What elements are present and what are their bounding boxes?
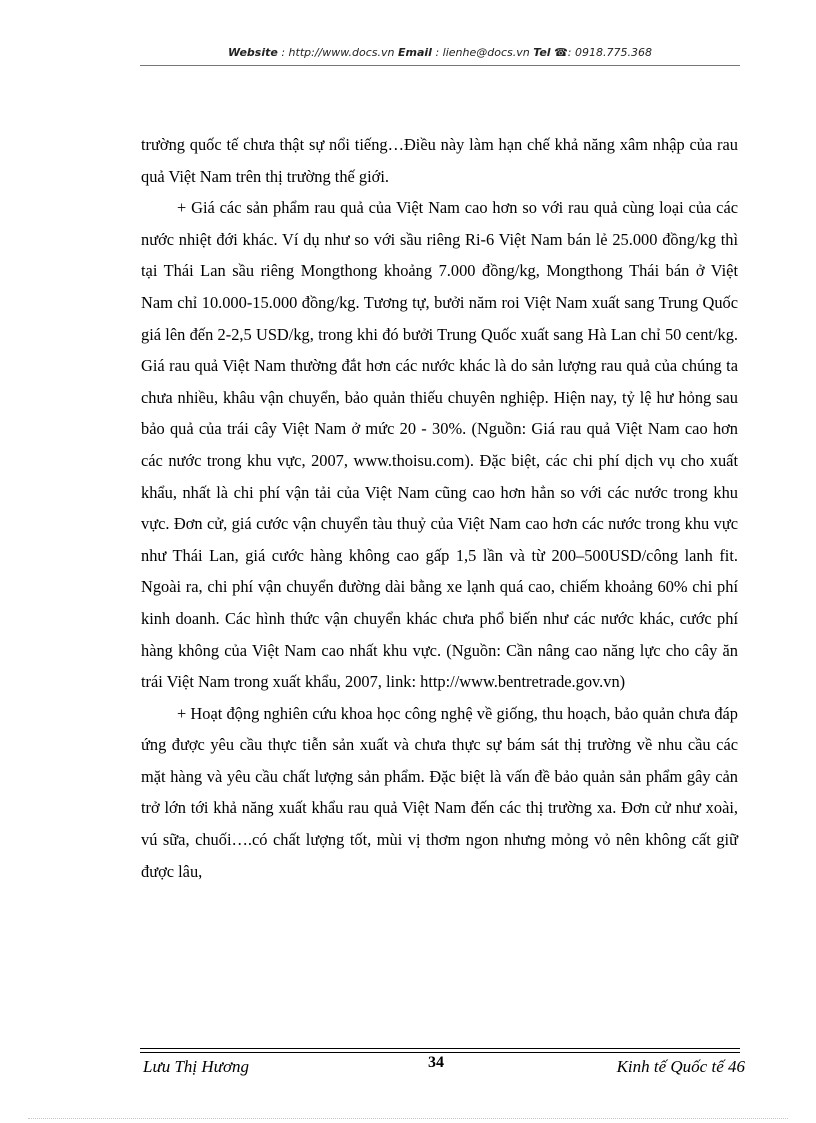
phone-icon: ☎ [554,46,568,59]
document-body [141,129,738,887]
header-divider [140,65,740,66]
footer-divider-thin [140,1052,740,1053]
website-label: Website [228,46,278,59]
website-value[interactable]: : http://www.docs.vn [281,46,395,59]
paragraph-2: + Giá các sản phẩm rau quả của Việt Nam cao hơn so với rau quả cùng loại của các nước nhiệt đới khác. Ví dụ như so với sầu riêng Ri-6 Việt Nam bán lẻ 25.000 đồng/kg thì tại Thái Lan sầu riêng Mongthong khoảng 7.000 đồng/kg, Mongthong Thái bán ở Việt Nam chỉ 10.000-15.000 đồng/kg. Tương tự, bưởi năm roi Việt Nam xuất sang Trung Quốc giá lên đến 2-2,5 USD/kg, trong khi đó bưởi Trung Quốc xuất sang Hà Lan chỉ 50 cent/kg. Giá rau quả Việt Nam thường đắt hơn các nước khác là do sản lượng rau quả của chúng ta chưa nhiều, khâu vận chuyển, bảo quản thiếu chuyên nghiệp. Hiện nay, tỷ lệ hư hỏng sau bảo quả của trái cây Việt Nam ở mức 20 - 30%. (Nguồn: Giá rau quả Việt Nam cao hơn các nước trong khu vực, 2007, www.thoisu.com). Đặc biệt, các chi phí dịch vụ cho xuất khẩu, nhất là chi phí vận tải của Việt Nam cũng cao hơn hẳn so với các nước trong khu vực. Đơn cử, giá cước vận chuyển tàu thuỷ của Việt Nam cao hơn các nước trong khu vực như Thái Lan, giá cước hàng không cao gấp 1,5 lần và từ 200–500USD/công lanh fit. Ngoài ra, chi phí vận chuyển đường dài bằng xe lạnh quá cao, chiếm khoảng 60% chi phí kinh doanh. Các hình thức vận chuyển khác chưa phổ biến như các nước khác, cước phí hàng không của Việt Nam cao nhất khu vực. (Nguồn: Cần nâng cao năng lực cho cây ăn trái Việt Nam trong xuất khẩu, 2007, link: http://www.bentretrade.gov.vn) [141,198,738,692]
page-bottom-border [28,1118,788,1119]
footer-author: Lưu Thị Hương [143,1057,250,1076]
footer-course: Kinh tế Quốc tế 46 [616,1057,745,1076]
email-label: Email [398,46,432,59]
tel-value: : 0918.775.368 [567,46,652,59]
email-value[interactable]: : lienhe@docs.vn [435,46,530,59]
page-number: 34 [428,1054,444,1071]
footer-divider [140,1048,740,1049]
paragraph-3: + Hoạt động nghiên cứu khoa học công nghệ về giống, thu hoạch, bảo quản chưa đáp ứng được yêu cầu thực tiễn sản xuất và chưa thực sự bám sát thị trường về nhu cầu các mặt hàng và yêu cầu chất lượng sản phẩm. Đặc biệt là vấn đề bảo quản sản phẩm gây cản trở lớn tới khả năng xuất khẩu rau quả Việt Nam đến các thị trường xa. Đơn cử như xoài, vú sữa, chuối….có chất lượng tốt, mùi vị thơm ngon nhưng mỏng vỏ nên không cất giữ được lâu, [141,703,738,881]
page-footer [140,1054,745,1080]
tel-label: Tel [533,46,551,59]
page-header [140,46,740,59]
paragraph-1: trường quốc tế chưa thật sự nổi tiếng…Điều này làm hạn chế khả năng xâm nhập của rau quả Việt Nam trên thị trường thế giới. [141,135,738,186]
